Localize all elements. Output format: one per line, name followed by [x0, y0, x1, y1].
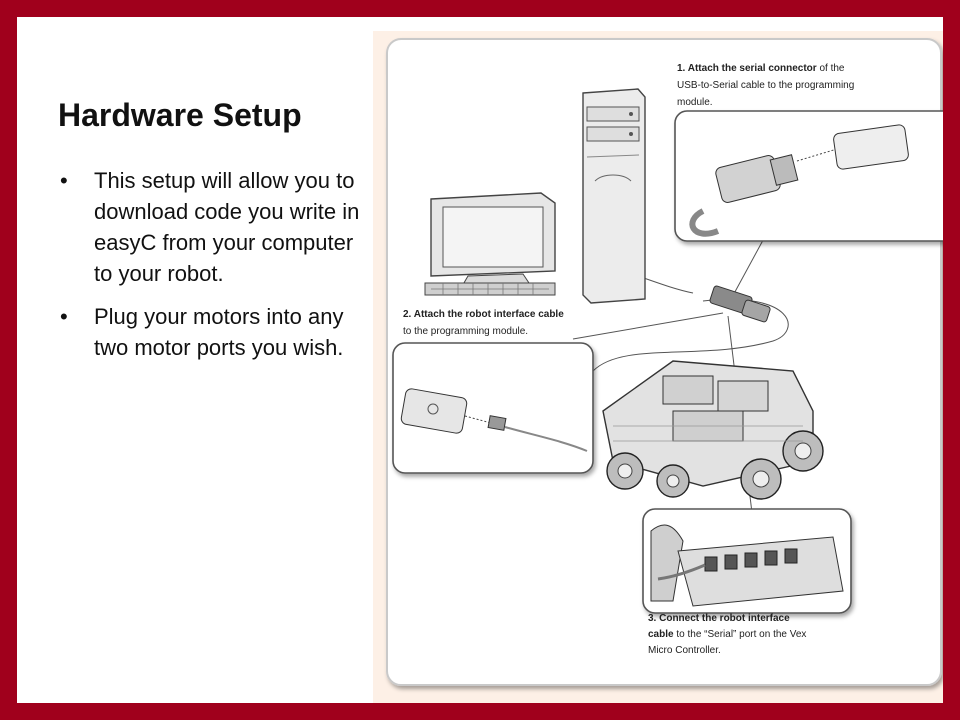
- inset-micro-controller: [643, 509, 851, 613]
- slide-title: Hardware Setup: [58, 97, 302, 133]
- step1-caption-line1: [677, 63, 845, 74]
- inset-serial-connector: [675, 111, 943, 241]
- step3-caption-line3: Micro Controller.: [648, 645, 721, 656]
- step1-rest: of the: [819, 63, 845, 74]
- slide: [17, 17, 943, 703]
- step2-caption-line1: 2. Attach the robot interface cable: [403, 309, 564, 320]
- inset-interface-cable: [393, 343, 593, 473]
- bullet-marker: •: [60, 304, 68, 329]
- step3-rest: to the “Serial” port on the Vex: [676, 629, 807, 640]
- bullet-text: This setup will allow you to download code you write in easyC from your computer to your robot.: [94, 168, 360, 286]
- step1-caption-line3: module.: [677, 97, 713, 108]
- bullet-item: [60, 301, 360, 363]
- bullet-list: [60, 165, 360, 375]
- step3-caption-line2: [648, 629, 806, 640]
- bullet-marker: •: [60, 168, 68, 193]
- step1-caption-line2: USB-to-Serial cable to the programming: [677, 80, 855, 91]
- step1-bold: 1. Attach the serial connector: [677, 63, 817, 74]
- computer-tower-illustration: [583, 89, 645, 303]
- step3-caption-line1: 3. Connect the robot interface: [648, 613, 790, 624]
- step2-caption-line2: to the programming module.: [403, 326, 529, 337]
- hardware-diagram: [373, 31, 943, 703]
- step3-bold: cable: [648, 629, 674, 640]
- bullet-text: Plug your motors into any two motor ports you wish.: [94, 304, 344, 360]
- bullet-item: [60, 165, 360, 289]
